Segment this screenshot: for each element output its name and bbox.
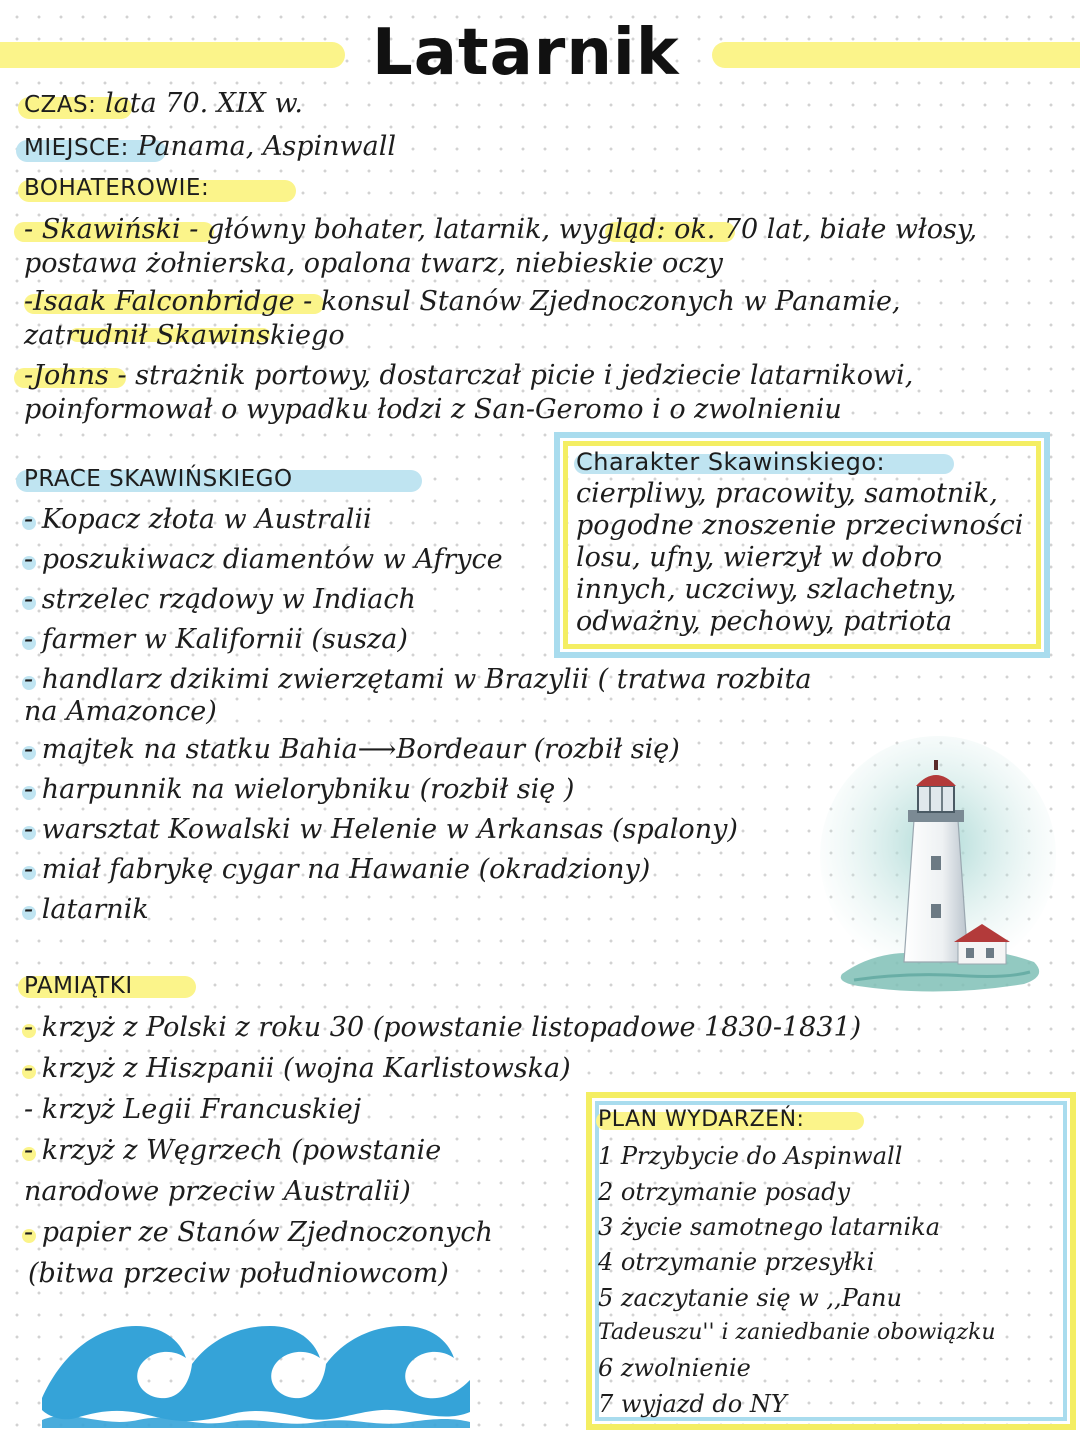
prace-item-text: warsztat Kowalski w Helenie w Arkansas (spalony) [41,814,738,845]
prace-continuation: na Amazonce) [24,696,217,727]
prace-item [24,584,416,616]
plan-step: 6 zwolnienie [598,1354,751,1382]
dash: - [24,544,34,575]
pamiatki-item-text: krzyż Legii Francuskiej [41,1094,362,1125]
title-highlight-left [0,42,345,68]
pamiatki-item-text: krzyż z Polski z roku 30 (powstanie listopadowe 1830-1831) [41,1012,862,1043]
bohaterowie-label: BOHATEROWIE: [24,175,210,201]
falconbridge-line2: zatrudnił Skawinskiego [24,320,345,351]
wyglad-desc: ok. 70 lat, białe włosy, [674,214,978,245]
czas-value: lata 70. XIX w. [105,88,303,119]
prace-item [24,624,408,656]
czas-label: CZAS: [24,92,97,118]
prace-item-text: poszukiwacz diamentów w Afryce [41,544,503,575]
plan-step: 2 otrzymanie posady [598,1178,851,1206]
falconbridge-line [24,286,901,318]
dash: - [24,814,34,845]
prace-item-text: majtek na statku Bahia⟶Bordeaur (rozbił się) [41,734,680,765]
johns-desc: - strażnik portowy, dostarczał picie i jedziecie latarnikowi, [117,360,914,391]
dash: - [24,286,34,317]
pamiatki-item [24,1094,361,1126]
pamiatki-item-text: krzyż z Węgrzech (powstanie [41,1135,442,1166]
falconbridge-desc: - konsul Stanów Zjednoczonych w Panamie, [303,286,901,317]
plan-step: 1 Przybycie do Aspinwall [598,1142,903,1170]
page-title: Latarnik [372,16,680,90]
plan-step: 4 otrzymanie przesyłki [598,1248,875,1276]
charakter-label: Charakter Skawinskiego: [576,448,886,476]
waves-icon [42,1300,472,1428]
dash: - [24,854,34,885]
czas-line [24,88,303,121]
dash: - [24,360,34,391]
prace-item-text: harpunnik na wielorybniku (rozbił się ) [41,774,575,805]
dash: - [24,734,34,765]
miejsce-label: MIEJSCE: [24,135,129,161]
plan-step: 7 wyjazd do NY [598,1390,787,1418]
prace-item-text: Kopacz złota w Australii [41,504,372,535]
pamiatki-continuation: narodowe przeciw Australii) [24,1176,411,1207]
johns-name: Johns [33,360,109,391]
dash: - [24,624,34,655]
dash: - [24,774,34,805]
prace-item [24,734,680,766]
prace-item-text: miał fabrykę cygar na Hawanie (okradziony) [41,854,651,885]
miejsce-value: Panama, Aspinwall [137,131,397,162]
lantern-room [918,786,954,812]
dash: - [24,1217,34,1248]
skawinski-line2: postawa żołnierska, opalona twarz, niebieskie oczy [24,248,723,279]
lighthouse-illustration [818,736,1058,994]
plan-step: 3 życie samotnego latarnika [598,1213,941,1241]
charakter-line: odważny, pechowy, patriota [576,606,953,637]
prace-item-text: farmer w Kalifornii (susza) [41,624,408,655]
charakter-line: cierpliwy, pracowity, samotnik, [576,478,998,509]
pamiatki-item [24,1135,441,1167]
plan-label: PLAN WYDARZEŃ: [598,1107,805,1132]
miejsce-line [24,131,396,164]
dash: - [24,664,34,695]
prace-item-text: strzelec rządowy w Indiach [41,584,416,615]
plan-step: 5 zaczytanie się w ,,Panu [598,1284,902,1312]
skawinski-name: Skawiński [41,214,181,245]
dash: - [24,584,34,615]
pamiatki-item [24,1053,571,1085]
dash: - [24,214,34,245]
prace-item-text: handlarz dzikimi zwierzętami w Brazylii ( tratwa rozbita [41,664,812,695]
prace-item [24,854,650,886]
prace-item [24,544,503,576]
dash: - [24,1012,34,1043]
prace-item [24,814,738,846]
prace-item [24,894,149,926]
charakter-line: losu, ufny, wierzył w dobro [576,542,943,573]
skawinski-line [24,214,977,246]
charakter-line: innych, uczciwy, szlachetny, [576,574,957,605]
pamiatki-label: PAMIĄTKI [24,973,133,999]
prace-item [24,504,372,536]
title-highlight-right [712,42,1080,68]
dash: - [24,1053,34,1084]
falconbridge-name: Isaak Falconbridge [33,286,295,317]
dash: - [24,894,34,925]
pamiatki-item [24,1012,861,1044]
wyglad-label: wygląd: [558,214,666,245]
prace-item [24,664,811,696]
pamiatki-continuation: (bitwa przeciw południowcom) [28,1258,449,1289]
prace-label: PRACE SKAWIŃSKIEGO [24,466,293,492]
johns-line2: poinformował o wypadku łodzi z San-Geromo i o zwolnieniu [24,394,842,425]
pamiatki-item-text: krzyż z Hiszpanii (wojna Karlistowska) [41,1053,571,1084]
dash: - [24,504,34,535]
charakter-line: pogodne znoszenie przeciwności [576,510,1024,541]
dash: - [24,1094,34,1125]
prace-item [24,774,574,806]
pamiatki-item-text: papier ze Stanów Zjednoczonych [41,1217,493,1248]
pamiatki-item [24,1217,493,1249]
dash: - [24,1135,34,1166]
skawinski-desc: - główny bohater, latarnik, [189,214,551,245]
prace-item-text: latarnik [41,894,149,925]
plan-step: Tadeuszu'' i zaniedbanie obowiązku [598,1320,996,1345]
johns-line [24,360,913,392]
